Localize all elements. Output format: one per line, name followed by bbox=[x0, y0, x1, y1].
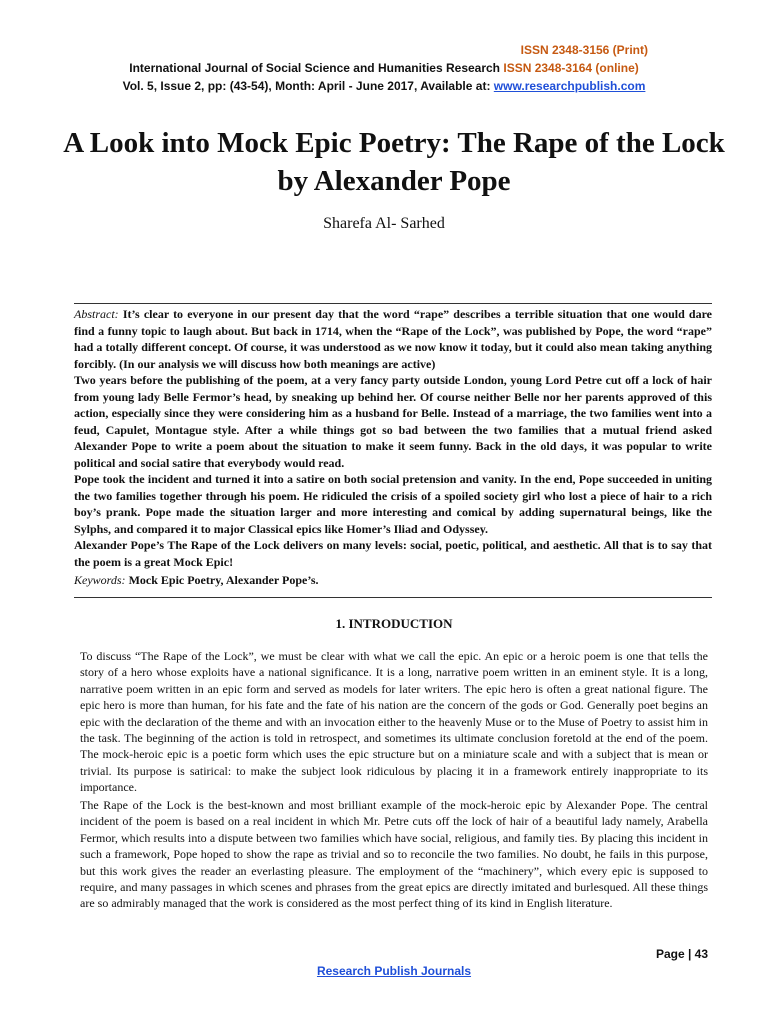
abstract bbox=[74, 306, 712, 570]
abstract-paragraph: Alexander Pope’s The Rape of the Lock delivers on many levels: social, poetic, political, and aesthetic. All that is to say that the poem is a great Mock Epic! bbox=[74, 538, 712, 569]
abstract-bottom-divider bbox=[74, 597, 712, 598]
abstract-paragraph: Pope took the incident and turned it into a satire on both social pretension and vanity. In the end, Pope succeeded in uniting the two families together through his poem. He ridiculed the crisis of a spoiled society girl who lost a piece of hair to a rich boy’s prank. Pope made the situation larger and more interesting and comical by adding supernatural beings, like the Sylphs, and compared it to major Classical epics like Homer’s Iliad and Odyssey. bbox=[74, 472, 712, 536]
volume-info-row bbox=[0, 79, 768, 93]
paper-title: A Look into Mock Epic Poetry: The Rape of the Lock by Alexander Pope bbox=[63, 127, 725, 197]
publisher-link[interactable]: Research Publish Journals bbox=[316, 964, 472, 978]
page-number: Page | 43 bbox=[655, 947, 708, 961]
website-link[interactable]: www.researchpublish.com bbox=[493, 79, 646, 93]
abstract-paragraph: Two years before the publishing of the poem, at a very fancy party outside London, young Lord Petre cut off a lock of hair from young lady Belle Fermor’s head, by sneaking up behind her. Of course neither Belle nor her parents approved of this action, especially since they were considering him as a husband for Belle. Instead of a marriage, the two families went into a feud, Capulet, Montague style. After a while things got so bad between the two families that a mutual friend asked Alexander Pope to write a poem about the situation to make it seem funny. Back in the old days, it was popular to write political and social satire that everybody would read. bbox=[74, 373, 712, 470]
body-paragraph: The Rape of the Lock is the best-known and most brilliant example of the mock-heroic epic by Alexander Pope. The central incident of the poem is based on a real incident in which Mr. Petre cuts off the lock of hair of a beautiful lady namely, Arabella Fermor, which results into a dispute between two families which have social, religious, and family ties. By placing this incident in such a framework, Pope hoped to show the rape as trivial and so to reconcile the two families. No doubt, he fails in this purpose, but this work gives the reader an everlasting pleasure. The employment of the “machinery”, which every epic is supposed to require, and many passages in which scenes and phrases from the great epics are directly imitated and burlesqued. All these things are so admirably managed that the work is considered as the most perfect thing of its kind in English literature. bbox=[80, 798, 708, 911]
volume-info: Vol. 5, Issue 2, pp: (43-54), Month: April - June 2017, Available at: bbox=[122, 79, 491, 93]
keywords bbox=[74, 573, 712, 588]
abstract-top-divider bbox=[74, 303, 712, 304]
journal-name: International Journal of Social Science and Humanities Research bbox=[129, 61, 501, 75]
abstract-paragraph bbox=[74, 306, 712, 372]
issn-print: ISSN 2348-3156 (Print) bbox=[520, 43, 648, 57]
author-name: Sharefa Al- Sarhed bbox=[323, 215, 445, 232]
keywords-label: Keywords: bbox=[74, 573, 126, 587]
abstract-label: Abstract: bbox=[74, 307, 119, 321]
journal-header bbox=[0, 61, 768, 75]
abstract-text: It’s clear to everyone in our present day that the word “rape” describes a terrible situation that one would dare find a funny topic to laugh about. But back in 1714, when the “Rape of the Lock”, was published by Pope, the word “rape” had a totally different concept. Of course, it was understood as we now know it today, but it could also mean taking anything forcibly. (In our analysis we will discuss how both meanings are active) bbox=[74, 307, 713, 371]
issn-online: ISSN 2348-3164 (online) bbox=[503, 61, 639, 75]
keywords-text: Mock Epic Poetry, Alexander Pope’s. bbox=[128, 573, 319, 587]
body-paragraph: To discuss “The Rape of the Lock”, we must be clear with what we call the epic. An epic or a heroic poem is one that tells the story of a hero whose exploits have a national significance. It is a long, narrative poem written in an eminent style. It is a long, narrative poem written in an epic form and served as models for later writers. The epic hero is often a great national figure. The epic hero is more than human, for his fate and the fate of his nation are the concern of the gods or God. Generally poet begins an epic with the declaration of the theme and with an invocation either to the heavenly Muse or to the Muse of Poetry to assist him in the task. The beginning of the action is told in retrospect, and sometimes its ultimate conclusion foretold at the end of the poem. The mock-heroic epic is a poetic form which uses the epic structure but on a miniature scale and with a subject that is mean or trivial. Its purpose is satirical: to make the subject look ridiculous by placing it in a framework entirely inappropriate to its importance. bbox=[80, 649, 708, 795]
section-heading: 1. INTRODUCTION bbox=[335, 616, 453, 631]
